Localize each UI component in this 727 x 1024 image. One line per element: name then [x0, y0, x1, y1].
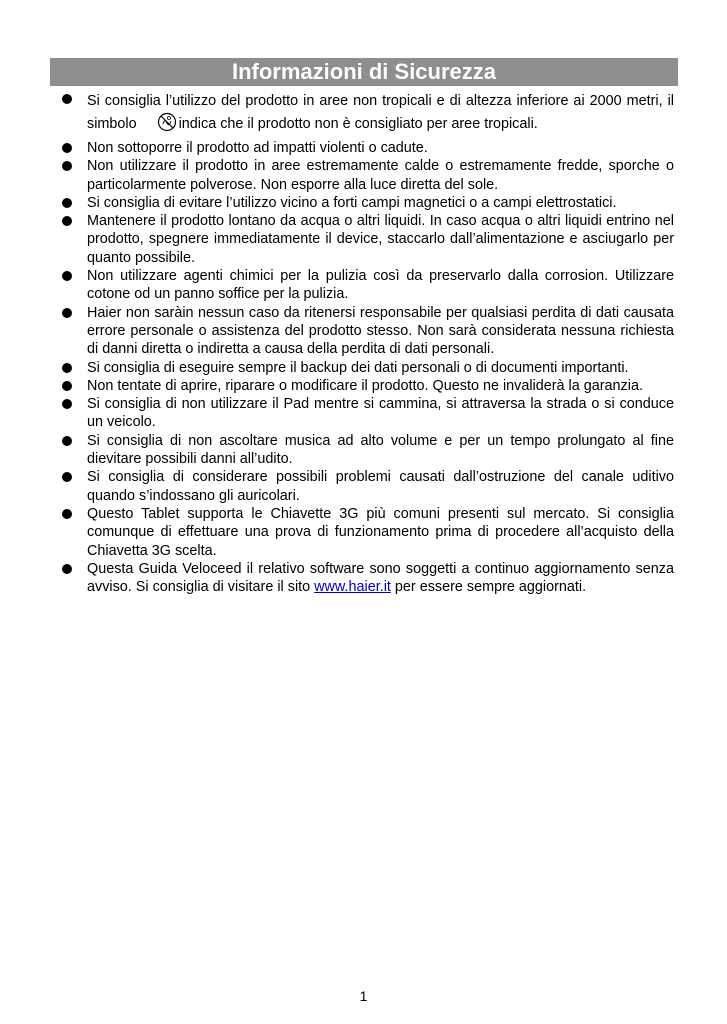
item-text: Haier non saràin nessun caso da ritenersi responsabile per qualsiasi perdita di dati causata errore personale o assistenza del prodotto stesso. Non sarà considerata nessuna richiesta di danni diretta o indiretta a causa della perdita di dati personali.: [87, 304, 674, 358]
bullet-icon: [62, 216, 72, 226]
bullet-icon: [62, 472, 72, 482]
item-text: Non tentate di aprire, riparare o modificare il prodotto. Questo ne invaliderà la garanzia.: [87, 377, 643, 394]
item-text: Si consiglia l’utilizzo del prodotto in aree non tropicali e di altezza inferiore ai 2000 metri, il simbolo: [87, 93, 674, 132]
item-text: Si consiglia di non utilizzare il Pad mentre si cammina, si attraversa la strada o si conduce un veicolo.: [87, 396, 674, 431]
page-title: Informazioni di Sicurezza: [50, 58, 678, 86]
list-item: [87, 212, 674, 267]
list-item: [87, 304, 674, 359]
item-text: Questa Guida Veloceed il relativo software sono soggetti a continuo aggiornamento senza avviso. Si consiglia di visitare il sito: [87, 560, 674, 596]
list-item: [87, 468, 674, 505]
item-text: Si consiglia di considerare possibili problemi causati dall’ostruzione del canale uditivo quando s’indossano gli auricolari.: [87, 469, 674, 504]
list-item: [87, 139, 674, 157]
no-tropical-icon: [157, 112, 177, 139]
bullet-icon: [62, 198, 72, 208]
bullet-icon: [62, 509, 72, 519]
bullet-icon: [62, 436, 72, 446]
item-text: Si consiglia di evitare l’utilizzo vicino a forti campi magnetici o a campi elettrostatici.: [87, 194, 617, 211]
list-item: [87, 560, 674, 597]
haier-website-link[interactable]: www.haier.it: [314, 579, 391, 596]
bullet-icon: [62, 399, 72, 409]
bullet-icon: [62, 381, 72, 391]
list-item: [87, 505, 674, 560]
item-text: Questo Tablet supporta le Chiavette 3G più comuni presenti sul mercato. Si consiglia comunque di effettuare una prova di funzionamento prima di procedere all’acquisto della Chiavetta 3G scelta.: [87, 505, 674, 559]
list-item: [87, 267, 674, 304]
item-text: per essere sempre aggiornati.: [394, 579, 587, 596]
item-text: Non sottoporre il prodotto ad impatti violenti o cadute.: [87, 140, 428, 156]
list-item: [87, 90, 674, 139]
item-text: Si consiglia di eseguire sempre il backup dei dati personali o di documenti importanti.: [87, 359, 629, 376]
bullet-icon: [62, 308, 72, 318]
page-number: 1: [359, 988, 368, 1004]
list-item: [87, 359, 674, 377]
list-item: [87, 395, 674, 432]
bullet-icon: [62, 94, 72, 104]
item-text: Mantenere il prodotto lontano da acqua o altri liquidi. In caso acqua o altri liquidi entrino nel prodotto, spegnere immediatamente il device, staccarlo dall’alimentazione e asciugarlo per quanto possibile.: [87, 213, 674, 266]
item-text: Si consiglia di non ascoltare musica ad alto volume e per un tempo prolungato al fine dievitare possibili danni all’udito.: [87, 432, 674, 468]
item-text: Non utilizzare il prodotto in aree estremamente calde o estremamente fredde, sporche o particolarmente polverose. Non esporre alla luce diretta del sole.: [87, 158, 674, 193]
list-item: [87, 194, 674, 212]
item-text: Non utilizzare agenti chimici per la pulizia così da preservarlo dalla corrosion. Utilizzare cotone od un panno soffice per la pulizia.: [87, 268, 674, 303]
list-item: [87, 157, 674, 194]
bullet-icon: [62, 564, 72, 574]
item-text: indica che il prodotto non è consigliato per aree tropicali.: [178, 116, 538, 132]
list-item: [87, 432, 674, 469]
bullet-icon: [62, 363, 72, 373]
bullet-icon: [62, 271, 72, 281]
list-item: [87, 377, 674, 395]
safety-list: [0, 90, 727, 596]
bullet-icon: [62, 161, 72, 171]
bullet-icon: [62, 143, 72, 153]
